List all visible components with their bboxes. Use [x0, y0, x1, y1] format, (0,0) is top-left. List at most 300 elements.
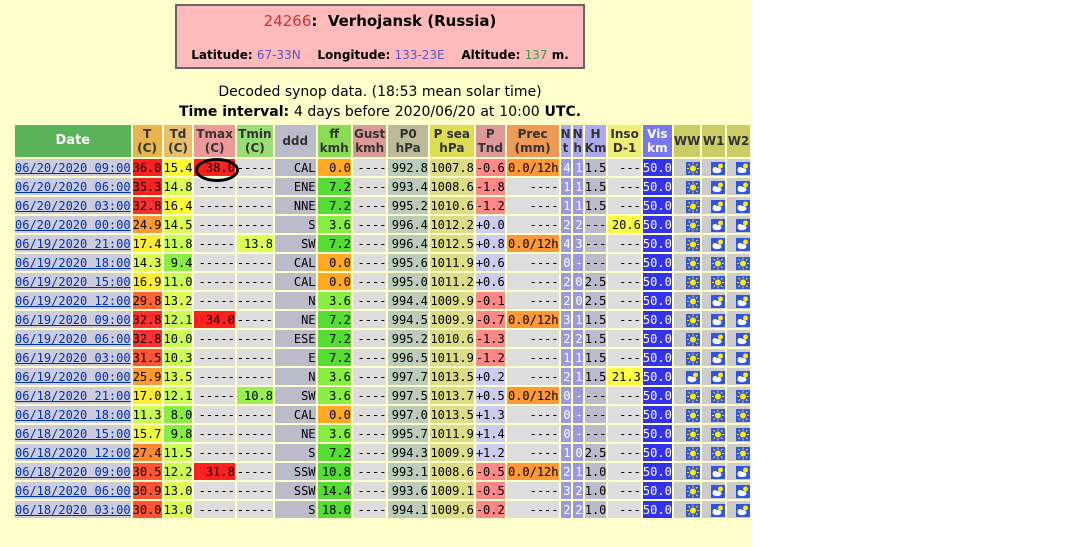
- gust-cell: ----: [353, 216, 387, 233]
- date-link[interactable]: [15, 218, 131, 232]
- column-header-ff: [318, 125, 351, 157]
- date-cell: [15, 444, 131, 461]
- w2-cell: [727, 444, 750, 461]
- partly-cloudy-weather-icon[interactable]: [736, 465, 750, 479]
- cloud-total-cell: 0: [561, 387, 571, 404]
- date-link[interactable]: [15, 161, 131, 175]
- sun-weather-icon[interactable]: [686, 294, 700, 308]
- date-link[interactable]: [15, 465, 131, 479]
- partly-cloudy-weather-icon[interactable]: [736, 218, 750, 232]
- cloud-total-cell: 3: [561, 482, 571, 499]
- table-row: [15, 330, 750, 347]
- w1-cell: [702, 349, 725, 366]
- gust-cell: ----: [353, 387, 387, 404]
- sun-weather-icon[interactable]: [686, 256, 700, 270]
- w2-cell: [727, 425, 750, 442]
- pressure-station-cell: 995.7: [388, 425, 427, 442]
- precipitation-cell: ----: [507, 349, 559, 366]
- sun-weather-icon[interactable]: [686, 218, 700, 232]
- column-header-unit: h: [573, 141, 582, 155]
- dewpoint-cell: 10.0: [163, 331, 193, 346]
- pressure-tendency-cell: -0.5: [475, 483, 505, 498]
- pressure-sea-cell: 1009.6: [430, 502, 474, 517]
- dewpoint-cell: 10.3: [163, 350, 193, 365]
- sun-weather-icon[interactable]: [686, 180, 700, 194]
- time-interval-label: Time interval:: [178, 104, 290, 120]
- date-cell: [15, 292, 131, 309]
- pressure-station-cell: 997.7: [388, 368, 427, 385]
- ww-cell: [674, 501, 700, 518]
- cloud-height-cell: 1.0: [584, 502, 607, 517]
- wind-speed-cell: 7.2: [318, 311, 351, 328]
- cloud-low-cell: 0: [573, 292, 583, 309]
- cloud-low-cell: -: [573, 254, 583, 271]
- tmax-cell: 38.0: [194, 159, 234, 176]
- time-text: 03:00: [94, 350, 131, 365]
- date-link[interactable]: [15, 446, 131, 460]
- ww-cell: [674, 482, 700, 499]
- tmin-cell: 13.8: [237, 235, 273, 252]
- sun-weather-icon[interactable]: [736, 427, 750, 441]
- w1-cell: [702, 273, 725, 290]
- pressure-station-cell: 992.8: [388, 159, 427, 176]
- pressure-station-cell: 994.4: [388, 292, 427, 309]
- date-link[interactable]: [15, 313, 131, 327]
- sun-weather-icon[interactable]: [711, 275, 725, 289]
- partly-cloudy-weather-icon[interactable]: [711, 199, 725, 213]
- precipitation-cell: ----: [507, 197, 559, 214]
- gust-cell: ----: [353, 501, 387, 518]
- cloud-height-cell: ---: [584, 388, 607, 403]
- pressure-station-cell: 993.1: [388, 463, 427, 480]
- date-link[interactable]: [15, 503, 131, 517]
- station-info-box: [175, 4, 585, 69]
- partly-cloudy-weather-icon[interactable]: [711, 161, 725, 175]
- visibility-cell: 50.0: [642, 502, 672, 517]
- insolation-cell: ---: [608, 349, 640, 366]
- cloud-total-cell: 4: [561, 159, 571, 176]
- sun-weather-icon[interactable]: [686, 446, 700, 460]
- ww-cell: [674, 235, 700, 252]
- altitude-unit: m.: [551, 48, 569, 62]
- wind-speed-cell: 7.2: [318, 330, 351, 347]
- w1-cell: [702, 444, 725, 461]
- temperature-cell: 25.9: [132, 369, 162, 384]
- ww-cell: [674, 330, 700, 347]
- cloud-low-cell: -: [573, 387, 583, 404]
- ww-cell: [674, 444, 700, 461]
- date-link[interactable]: [15, 180, 131, 194]
- sun-weather-icon[interactable]: [711, 389, 725, 403]
- precipitation-cell: ----: [507, 216, 559, 233]
- ww-cell: [674, 216, 700, 233]
- w2-cell: [727, 387, 750, 404]
- partly-cloudy-weather-icon[interactable]: [736, 294, 750, 308]
- table-row: [15, 216, 750, 233]
- column-header-label: N: [560, 127, 571, 141]
- wind-speed-cell: 0.0: [318, 406, 351, 423]
- sun-weather-icon[interactable]: [711, 427, 725, 441]
- table-row: [15, 273, 750, 290]
- pressure-station-cell: 995.2: [388, 197, 427, 214]
- cloud-total-cell: 1: [561, 178, 571, 195]
- column-header-inso: [608, 125, 640, 157]
- partly-cloudy-weather-icon[interactable]: [736, 161, 750, 175]
- date-cell: [15, 482, 131, 499]
- wind-speed-cell: 7.2: [318, 444, 351, 461]
- time-text: 15:00: [94, 426, 131, 441]
- column-header-label: Td: [169, 127, 187, 141]
- date-link[interactable]: [15, 332, 131, 346]
- sun-weather-icon[interactable]: [686, 275, 700, 289]
- pressure-sea-cell: 1008.6: [430, 179, 474, 194]
- date-text: 06/18/2020: [15, 483, 88, 498]
- sun-weather-icon[interactable]: [736, 275, 750, 289]
- pressure-sea-cell: 1008.6: [430, 464, 474, 479]
- sun-weather-icon[interactable]: [686, 237, 700, 251]
- partly-cloudy-weather-icon[interactable]: [711, 465, 725, 479]
- gust-cell: ----: [353, 425, 387, 442]
- column-header-w1: [702, 125, 725, 157]
- sun-weather-icon[interactable]: [686, 199, 700, 213]
- partly-cloudy-weather-icon[interactable]: [736, 313, 750, 327]
- table-row: [15, 178, 750, 195]
- partly-cloudy-weather-icon[interactable]: [711, 503, 725, 517]
- highlight-circle-annotation: [195, 158, 239, 182]
- cloud-total-cell: 0: [561, 425, 571, 442]
- date-text: 06/19/2020: [15, 312, 88, 327]
- sun-weather-icon[interactable]: [686, 408, 700, 422]
- date-link[interactable]: [15, 370, 131, 384]
- temperature-cell: 32.8: [132, 312, 162, 327]
- gust-cell: ----: [353, 235, 387, 252]
- cloud-total-cell: 1: [561, 349, 571, 366]
- date-link[interactable]: [15, 256, 131, 270]
- column-header-w2: [727, 125, 750, 157]
- temperature-cell: 30.9: [132, 483, 162, 498]
- precipitation-cell: ----: [507, 254, 559, 271]
- sun-weather-icon[interactable]: [711, 256, 725, 270]
- time-text: 00:00: [94, 217, 131, 232]
- cloud-total-cell: 2: [561, 292, 571, 309]
- station-coordinates: [177, 48, 583, 62]
- cloud-low-cell: 1: [573, 368, 583, 385]
- table-row: [15, 482, 750, 499]
- column-header-label: N: [572, 127, 583, 141]
- column-header-tmax: [194, 125, 234, 157]
- partly-cloudy-weather-icon[interactable]: [711, 351, 725, 365]
- sun-weather-icon[interactable]: [711, 408, 725, 422]
- date-link[interactable]: [15, 484, 131, 498]
- wind-direction-cell: SW: [275, 235, 316, 252]
- gust-cell: ----: [353, 311, 387, 328]
- cloud-height-cell: ---: [584, 426, 607, 441]
- cloud-total-cell: 3: [561, 311, 571, 328]
- date-cell: [15, 273, 131, 290]
- pressure-sea-cell: 1012.2: [430, 217, 474, 232]
- time-text: 06:00: [94, 179, 131, 194]
- sun-weather-icon[interactable]: [686, 313, 700, 327]
- column-header-unit: Km: [584, 141, 607, 155]
- table-row: [15, 501, 750, 518]
- time-text: 09:00: [94, 464, 131, 479]
- pressure-sea-cell: 1010.6: [430, 331, 474, 346]
- wind-speed-cell: 0.0: [318, 254, 351, 271]
- cloud-low-cell: -: [573, 425, 583, 442]
- temperature-cell: 17.0: [132, 388, 162, 403]
- station-title: 24266: Verhojansk (Russia): [263, 12, 497, 30]
- date-link[interactable]: [15, 351, 131, 365]
- date-link[interactable]: [15, 294, 131, 308]
- wind-direction-cell: ENE: [275, 178, 316, 195]
- tmin-cell: -----: [236, 293, 273, 308]
- partly-cloudy-weather-icon[interactable]: [711, 237, 725, 251]
- wind-speed-cell: 3.6: [318, 292, 351, 309]
- time-text: 18:00: [94, 407, 131, 422]
- wind-direction-cell: E: [275, 349, 316, 366]
- date-text: 06/19/2020: [15, 293, 88, 308]
- tmax-cell: -----: [194, 216, 234, 233]
- pressure-tendency-cell: -0.6: [475, 160, 505, 175]
- visibility-cell: 50.0: [642, 369, 672, 384]
- pressure-station-cell: 993.6: [388, 482, 427, 499]
- cloud-height-cell: ---: [584, 255, 607, 270]
- pressure-sea-cell: 1011.9: [430, 426, 474, 441]
- dewpoint-cell: 9.4: [164, 254, 193, 271]
- date-link[interactable]: [15, 237, 131, 251]
- date-cell: [15, 178, 131, 195]
- tmax-cell: -----: [194, 292, 234, 309]
- dewpoint-cell: 16.4: [163, 198, 193, 213]
- tmin-cell: -----: [236, 464, 273, 479]
- partly-cloudy-weather-icon[interactable]: [736, 237, 750, 251]
- date-link[interactable]: [15, 275, 131, 289]
- sun-weather-icon[interactable]: [686, 389, 700, 403]
- date-cell: [15, 197, 131, 214]
- date-link[interactable]: [15, 408, 131, 422]
- insolation-cell: 21.3: [608, 368, 640, 385]
- cloud-low-cell: 3: [573, 235, 583, 252]
- date-text: 06/19/2020: [15, 236, 88, 251]
- date-link[interactable]: [15, 427, 131, 441]
- time-interval-days: 4 days before: [293, 104, 390, 120]
- column-header-label: ff: [329, 127, 340, 141]
- w1-cell: [702, 292, 725, 309]
- sun-weather-icon[interactable]: [711, 446, 725, 460]
- cloud-total-cell: 1: [561, 444, 571, 461]
- visibility-cell: 50.0: [642, 407, 672, 422]
- column-header-nh: [573, 125, 583, 157]
- tmax-cell: -----: [194, 368, 234, 385]
- w1-cell: [702, 235, 725, 252]
- w1-cell: [702, 406, 725, 423]
- pressure-station-cell: 994.5: [388, 311, 427, 328]
- pressure-station-cell: 997.0: [388, 406, 427, 423]
- altitude-label: Altitude:: [461, 48, 521, 62]
- date-text: 06/20/2020: [15, 179, 88, 194]
- ww-cell: [674, 311, 700, 328]
- sun-weather-icon[interactable]: [686, 161, 700, 175]
- column-header-unit: (C): [244, 141, 265, 155]
- partly-cloudy-weather-icon[interactable]: [736, 332, 750, 346]
- partly-cloudy-weather-icon[interactable]: [711, 218, 725, 232]
- pressure-tendency-cell: -1.2: [475, 198, 505, 213]
- date-text: 06/18/2020: [15, 407, 88, 422]
- w1-cell: [702, 501, 725, 518]
- pressure-tendency-cell: -0.5: [475, 464, 505, 479]
- date-link[interactable]: [15, 199, 131, 213]
- time-text: 09:00: [94, 160, 131, 175]
- pressure-tendency-cell: +0.2: [475, 369, 505, 384]
- w2-cell: [727, 178, 750, 195]
- date-cell: [15, 501, 131, 518]
- time-interval-tz: UTC.: [544, 104, 582, 120]
- partly-cloudy-weather-icon[interactable]: [736, 503, 750, 517]
- dewpoint-cell: 13.0: [163, 483, 193, 498]
- date-cell: [15, 387, 131, 404]
- dewpoint-cell: 12.1: [163, 312, 193, 327]
- partly-cloudy-weather-icon[interactable]: [736, 370, 750, 384]
- column-header-label: Tmax: [196, 127, 233, 141]
- tmax-cell: 34.0: [194, 311, 234, 328]
- dewpoint-cell: 11.0: [163, 274, 193, 289]
- wind-speed-cell: 0.0: [318, 159, 351, 176]
- cloud-low-cell: 1: [573, 349, 583, 366]
- precipitation-cell: ----: [507, 425, 559, 442]
- pressure-tendency-cell: -1.2: [475, 350, 505, 365]
- partly-cloudy-weather-icon[interactable]: [736, 180, 750, 194]
- pressure-sea-cell: 1011.2: [430, 274, 474, 289]
- tmin-cell: -----: [236, 198, 273, 213]
- date-text: 06/19/2020: [15, 350, 88, 365]
- partly-cloudy-weather-icon[interactable]: [711, 313, 725, 327]
- column-header-label: P: [485, 127, 495, 141]
- partly-cloudy-weather-icon[interactable]: [736, 484, 750, 498]
- sun-weather-icon[interactable]: [686, 332, 700, 346]
- subtitle-decoded: Decoded synop data. (18:53 mean solar time): [218, 84, 542, 100]
- cloud-low-cell: 2: [573, 501, 583, 518]
- sun-weather-icon[interactable]: [686, 484, 700, 498]
- tmax-cell: 31.8: [194, 463, 234, 480]
- gust-cell: ----: [353, 254, 387, 271]
- table-row: [15, 311, 750, 328]
- partly-cloudy-weather-icon[interactable]: [711, 484, 725, 498]
- date-text: 06/19/2020: [15, 274, 88, 289]
- sun-weather-icon[interactable]: [736, 256, 750, 270]
- date-cell: [15, 216, 131, 233]
- partly-cloudy-weather-icon[interactable]: [711, 332, 725, 346]
- precipitation-cell: 0.0/12h: [507, 388, 559, 403]
- wind-direction-cell: CAL: [275, 406, 316, 423]
- ww-cell: [674, 254, 700, 271]
- table-row: [15, 254, 750, 271]
- precipitation-cell: ----: [507, 292, 559, 309]
- cloud-low-cell: 1: [573, 178, 583, 195]
- insolation-cell: ---: [608, 425, 640, 442]
- cloud-total-cell: 0: [561, 254, 571, 271]
- cloud-low-cell: 2: [573, 216, 583, 233]
- visibility-cell: 50.0: [642, 350, 672, 365]
- partly-cloudy-weather-icon[interactable]: [711, 180, 725, 194]
- cloud-low-cell: 0: [573, 273, 583, 290]
- temperature-cell: 32.8: [132, 198, 162, 213]
- insolation-cell: ---: [608, 178, 640, 195]
- partly-cloudy-weather-icon[interactable]: [736, 199, 750, 213]
- sun-weather-icon[interactable]: [736, 408, 750, 422]
- cloud-height-cell: 2.5: [584, 293, 607, 308]
- table-row: [15, 387, 750, 404]
- partly-cloudy-weather-icon[interactable]: [686, 370, 700, 384]
- dewpoint-cell: 8.0: [164, 406, 193, 423]
- partly-cloudy-weather-icon[interactable]: [736, 351, 750, 365]
- tmin-cell: -----: [236, 255, 273, 270]
- cloud-total-cell: 2: [561, 368, 571, 385]
- cloud-total-cell: 2: [561, 216, 571, 233]
- partly-cloudy-weather-icon[interactable]: [711, 294, 725, 308]
- insolation-cell: ---: [608, 501, 640, 518]
- visibility-cell: 50.0: [642, 426, 672, 441]
- tmax-cell: -----: [194, 387, 234, 404]
- sun-weather-icon[interactable]: [686, 465, 700, 479]
- column-header-label: Inso: [610, 127, 639, 141]
- precipitation-cell: ----: [507, 444, 559, 461]
- sun-weather-icon[interactable]: [686, 503, 700, 517]
- wind-speed-cell: 3.6: [318, 368, 351, 385]
- partly-cloudy-weather-icon[interactable]: [711, 370, 725, 384]
- sun-weather-icon[interactable]: [686, 427, 700, 441]
- date-text: 06/20/2020: [15, 217, 88, 232]
- time-text: 09:00: [94, 312, 131, 327]
- pressure-sea-cell: 1013.5: [430, 407, 474, 422]
- tmin-cell: -----: [236, 217, 273, 232]
- w1-cell: [702, 425, 725, 442]
- insolation-cell: ---: [608, 292, 640, 309]
- sun-weather-icon[interactable]: [686, 351, 700, 365]
- latitude-value: 67-33N: [256, 48, 301, 62]
- cloud-height-cell: 2.5: [584, 445, 607, 460]
- sun-weather-icon[interactable]: [736, 389, 750, 403]
- column-header-label: WW: [673, 134, 701, 148]
- column-header-unit: (mm): [514, 141, 551, 155]
- tmin-cell: -----: [236, 483, 273, 498]
- temperature-cell: 31.5: [132, 350, 162, 365]
- date-link[interactable]: [15, 389, 131, 403]
- table-body: [15, 159, 750, 518]
- column-header-p0: [388, 125, 427, 157]
- visibility-cell: 50.0: [642, 198, 672, 213]
- temperature-cell: 30.5: [132, 464, 162, 479]
- sun-weather-icon[interactable]: [736, 446, 750, 460]
- column-header-h: [585, 125, 607, 157]
- temperature-cell: 35.3: [132, 179, 162, 194]
- column-header-psea: [430, 125, 474, 157]
- wind-direction-cell: N: [275, 292, 316, 309]
- w2-cell: [727, 463, 750, 480]
- w1-cell: [702, 197, 725, 214]
- precipitation-cell: ----: [507, 273, 559, 290]
- temperature-cell: 27.4: [132, 445, 162, 460]
- tmax-cell: -----: [194, 482, 234, 499]
- gust-cell: ----: [353, 368, 387, 385]
- w2-cell: [727, 349, 750, 366]
- longitude-value: 133-23E: [394, 48, 445, 62]
- cloud-low-cell: 1: [573, 463, 583, 480]
- insolation-cell: ---: [608, 444, 640, 461]
- cloud-height-cell: ---: [584, 236, 607, 251]
- cloud-height-cell: ---: [584, 407, 607, 422]
- w2-cell: [727, 368, 750, 385]
- table-row: [15, 197, 750, 214]
